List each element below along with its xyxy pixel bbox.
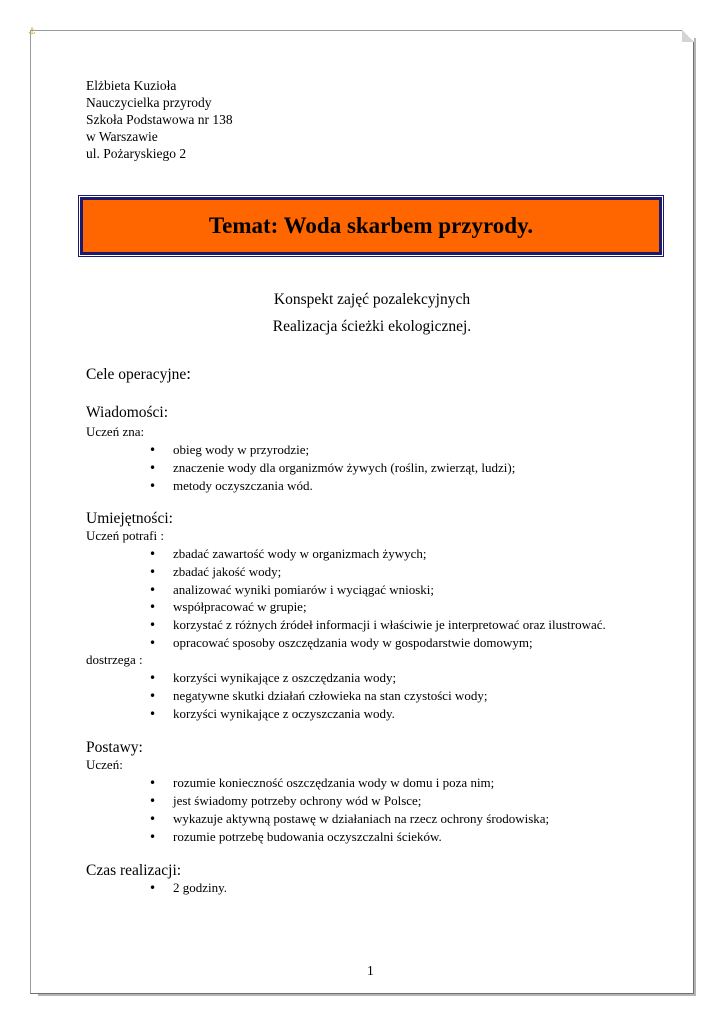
list-item: • opracować sposoby oszczędzania wody w gospodarstwie domowym; (149, 635, 533, 650)
list-item: • korzyści wynikające z oszczędzania wody; (149, 670, 397, 685)
title-box (80, 197, 662, 255)
list-item: • korzyści wynikające z oczyszczania wody. (149, 706, 395, 721)
skills-heading: Umiejętności: (86, 510, 173, 527)
bullet-icon: • (149, 689, 157, 703)
skills-intro: Uczeń potrafi : (86, 528, 164, 543)
list-item: • korzystać z różnych źródeł informacji i właściwie je interpretować oraz ilustrować. (149, 617, 606, 632)
bullet-icon: • (149, 794, 157, 808)
list-item: • znaczenie wody dla organizmów żywych (roślin, zwierząt, ludzi); (149, 460, 516, 475)
attitudes-intro: Uczeń: (86, 757, 123, 772)
subtitle-path: Realizacja ścieżki ekologicznej. (272, 318, 472, 335)
bullet-icon: • (149, 443, 157, 457)
page-fold-corner (682, 30, 694, 42)
bullet-icon: • (149, 479, 157, 493)
knowledge-heading: Wiadomości: (86, 404, 169, 421)
author-school: Szkoła Podstawowa nr 138 (86, 112, 233, 127)
bullet-icon: • (149, 671, 157, 685)
list-item: • negatywne skutki działań człowieka na stan czystości wody; (149, 688, 488, 703)
bullet-icon: • (149, 707, 157, 721)
goals-heading: Cele operacyjne: (86, 364, 191, 383)
author-name: Elżbieta Kuzioła (86, 78, 177, 93)
list-item: • rozumie potrzebę budowania oczyszczalni ścieków. (149, 829, 442, 844)
bullet-icon: • (149, 812, 157, 826)
bullet-icon: • (149, 461, 157, 475)
list-item: • obieg wody w przyrodzie; (149, 442, 310, 457)
bullet-icon: • (149, 547, 157, 561)
page-title: Temat: Woda skarbem przyrody. (208, 213, 534, 238)
list-item: • zbadać zawartość wody w organizmach żywych; (149, 546, 427, 561)
bullet-icon: • (149, 565, 157, 579)
attitudes-heading: Postawy: (86, 739, 143, 756)
author-role: Nauczycielka przyrody (86, 95, 212, 110)
list-item: • analizować wyniki pomiarów i wyciągać wnioski; (149, 582, 435, 597)
anchor-icon: ⚓ (28, 27, 37, 37)
bullet-icon: • (149, 600, 157, 614)
bullet-icon: • (149, 776, 157, 790)
list-item: • współpracować w grupie; (149, 599, 307, 614)
list-item: • wykazuje aktywną postawę w działaniach na rzecz ochrony środowiska; (149, 811, 550, 826)
list-item: • jest świadomy potrzeby ochrony wód w Polsce; (149, 793, 422, 808)
subtitle-outline: Konspekt zajęć pozalekcyjnych (273, 291, 471, 308)
list-item: • rozumie konieczność oszczędzania wody w domu i poza nim; (149, 775, 495, 790)
time-heading: Czas realizacji: (86, 862, 182, 879)
author-street: ul. Pożaryskiego 2 (86, 146, 187, 161)
list-item: • zbadać jakość wody; (149, 564, 282, 579)
skills-intro-perceives: dostrzega : (86, 652, 143, 667)
list-item: • 2 godziny. (149, 880, 228, 895)
author-city: w Warszawie (86, 129, 158, 144)
page-number: 1 (367, 963, 374, 978)
list-item: • metody oczyszczania wód. (149, 478, 313, 493)
bullet-icon: • (149, 881, 157, 895)
bullet-icon: • (149, 636, 157, 650)
page-shadow (38, 994, 696, 996)
bullet-icon: • (149, 830, 157, 844)
bullet-icon: • (149, 618, 157, 632)
knowledge-intro: Uczeń zna: (86, 424, 145, 439)
bullet-icon: • (149, 583, 157, 597)
page-shadow (694, 38, 696, 996)
